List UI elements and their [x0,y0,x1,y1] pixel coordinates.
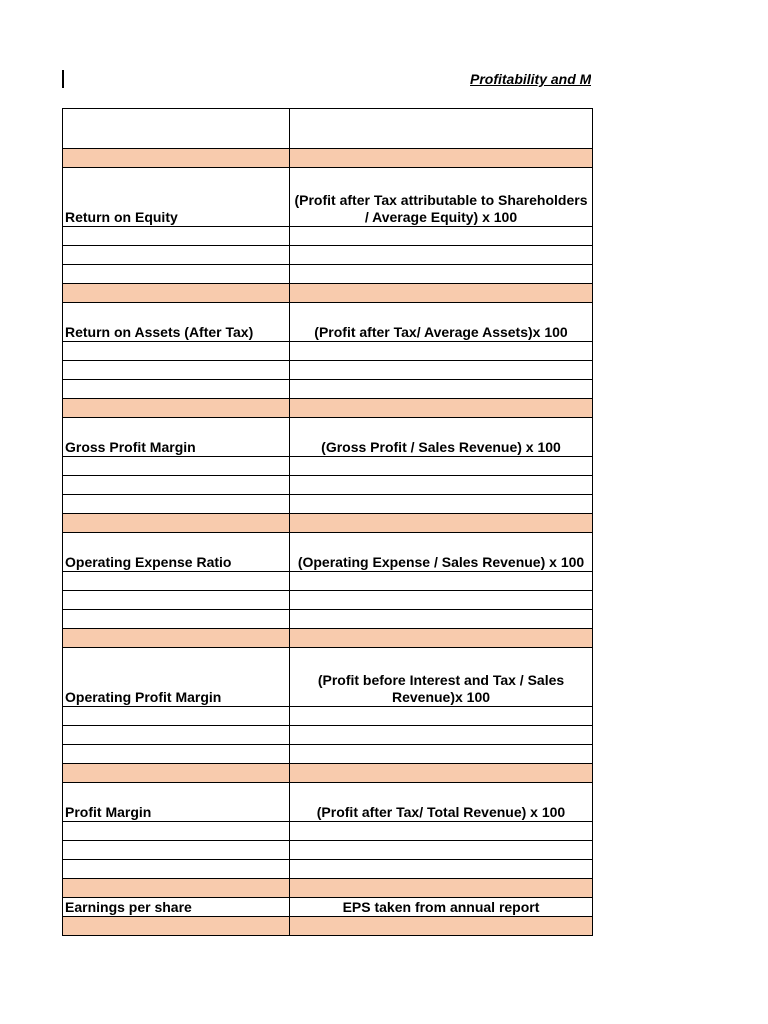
ratio-row [63,648,593,707]
ratio-formula-cell[interactable]: (Profit after Tax/ Average Assets)x 100 [290,303,593,342]
cell[interactable] [63,822,290,841]
ratio-name-cell[interactable]: Return on Assets (After Tax) [63,303,290,342]
cell[interactable] [290,572,593,591]
blank-row [63,707,593,726]
cell[interactable] [290,879,593,898]
cell[interactable] [290,707,593,726]
cell[interactable] [63,841,290,860]
cell[interactable] [63,495,290,514]
cell[interactable] [290,610,593,629]
ratio-row [63,898,593,917]
blank-row [63,361,593,380]
blank-row [63,265,593,284]
cell[interactable] [63,109,290,149]
blank-row [63,380,593,399]
cell[interactable] [63,246,290,265]
cell[interactable] [63,399,290,418]
ratio-formula-cell[interactable]: EPS taken from annual report [290,898,593,917]
cell[interactable] [63,860,290,879]
cell[interactable] [290,380,593,399]
cell[interactable] [63,764,290,783]
cell[interactable] [290,342,593,361]
cell[interactable] [290,476,593,495]
ratio-name-cell[interactable]: Profit Margin [63,783,290,822]
ratio-table [62,108,593,936]
blank-row [63,246,593,265]
cell[interactable] [290,265,593,284]
cell[interactable] [63,745,290,764]
separator-row [63,764,593,783]
blank-row [63,476,593,495]
cell[interactable] [290,822,593,841]
cell[interactable] [63,572,290,591]
sheet-title: Profitability and M [470,71,591,87]
blank-row [63,227,593,246]
cell[interactable] [63,610,290,629]
cell[interactable] [63,514,290,533]
cell[interactable] [290,495,593,514]
cell[interactable] [290,764,593,783]
cell[interactable] [290,109,593,149]
cell[interactable] [290,149,593,168]
ratio-name-cell[interactable]: Return on Equity [63,168,290,227]
ratio-name-cell[interactable]: Earnings per share [63,898,290,917]
cell[interactable] [63,457,290,476]
blank-row [63,822,593,841]
separator-row [63,917,593,936]
cell[interactable] [290,399,593,418]
ratio-formula-cell[interactable]: (Operating Expense / Sales Revenue) x 100 [290,533,593,572]
cell[interactable] [290,591,593,610]
cell[interactable] [63,284,290,303]
ratio-name-cell[interactable]: Gross Profit Margin [63,418,290,457]
cell[interactable] [63,707,290,726]
cell[interactable] [290,745,593,764]
blank-row [63,342,593,361]
cell[interactable] [290,457,593,476]
ratio-formula-cell[interactable]: (Gross Profit / Sales Revenue) x 100 [290,418,593,457]
cell[interactable] [290,841,593,860]
cell[interactable] [290,361,593,380]
ratio-row [63,418,593,457]
cell[interactable] [290,860,593,879]
separator-row [63,879,593,898]
ratio-formula-cell[interactable]: (Profit before Interest and Tax / Sales Revenue)x 100 [290,648,593,707]
cell[interactable] [290,227,593,246]
cell[interactable] [63,629,290,648]
cell[interactable] [63,917,290,936]
cell[interactable] [63,879,290,898]
cell[interactable] [63,726,290,745]
ratio-row [63,168,593,227]
blank-row [63,860,593,879]
separator-row [63,149,593,168]
separator-row [63,399,593,418]
cell[interactable] [290,629,593,648]
text-cursor [62,70,64,88]
separator-row [63,284,593,303]
cell[interactable] [63,149,290,168]
cell[interactable] [63,380,290,399]
separator-row [63,514,593,533]
separator-row [63,629,593,648]
cell[interactable] [63,265,290,284]
cell[interactable] [63,476,290,495]
cell[interactable] [63,591,290,610]
ratio-name-cell[interactable]: Operating Expense Ratio [63,533,290,572]
cell[interactable] [63,227,290,246]
cell[interactable] [290,246,593,265]
blank-row [63,841,593,860]
ratio-formula-cell[interactable]: (Profit after Tax/ Total Revenue) x 100 [290,783,593,822]
cell[interactable] [63,342,290,361]
cell[interactable] [63,361,290,380]
blank-row [63,726,593,745]
cell[interactable] [290,514,593,533]
cell[interactable] [290,284,593,303]
ratio-formula-cell[interactable]: (Profit after Tax attributable to Shareholders / Average Equity) x 100 [290,168,593,227]
ratio-row [63,783,593,822]
blank-row [63,610,593,629]
ratio-row [63,533,593,572]
cell[interactable] [290,917,593,936]
blank-row [63,745,593,764]
cell[interactable] [290,726,593,745]
header-row [63,109,593,149]
blank-row [63,591,593,610]
blank-row [63,457,593,476]
blank-row [63,495,593,514]
ratio-name-cell[interactable]: Operating Profit Margin [63,648,290,707]
ratio-row [63,303,593,342]
blank-row [63,572,593,591]
